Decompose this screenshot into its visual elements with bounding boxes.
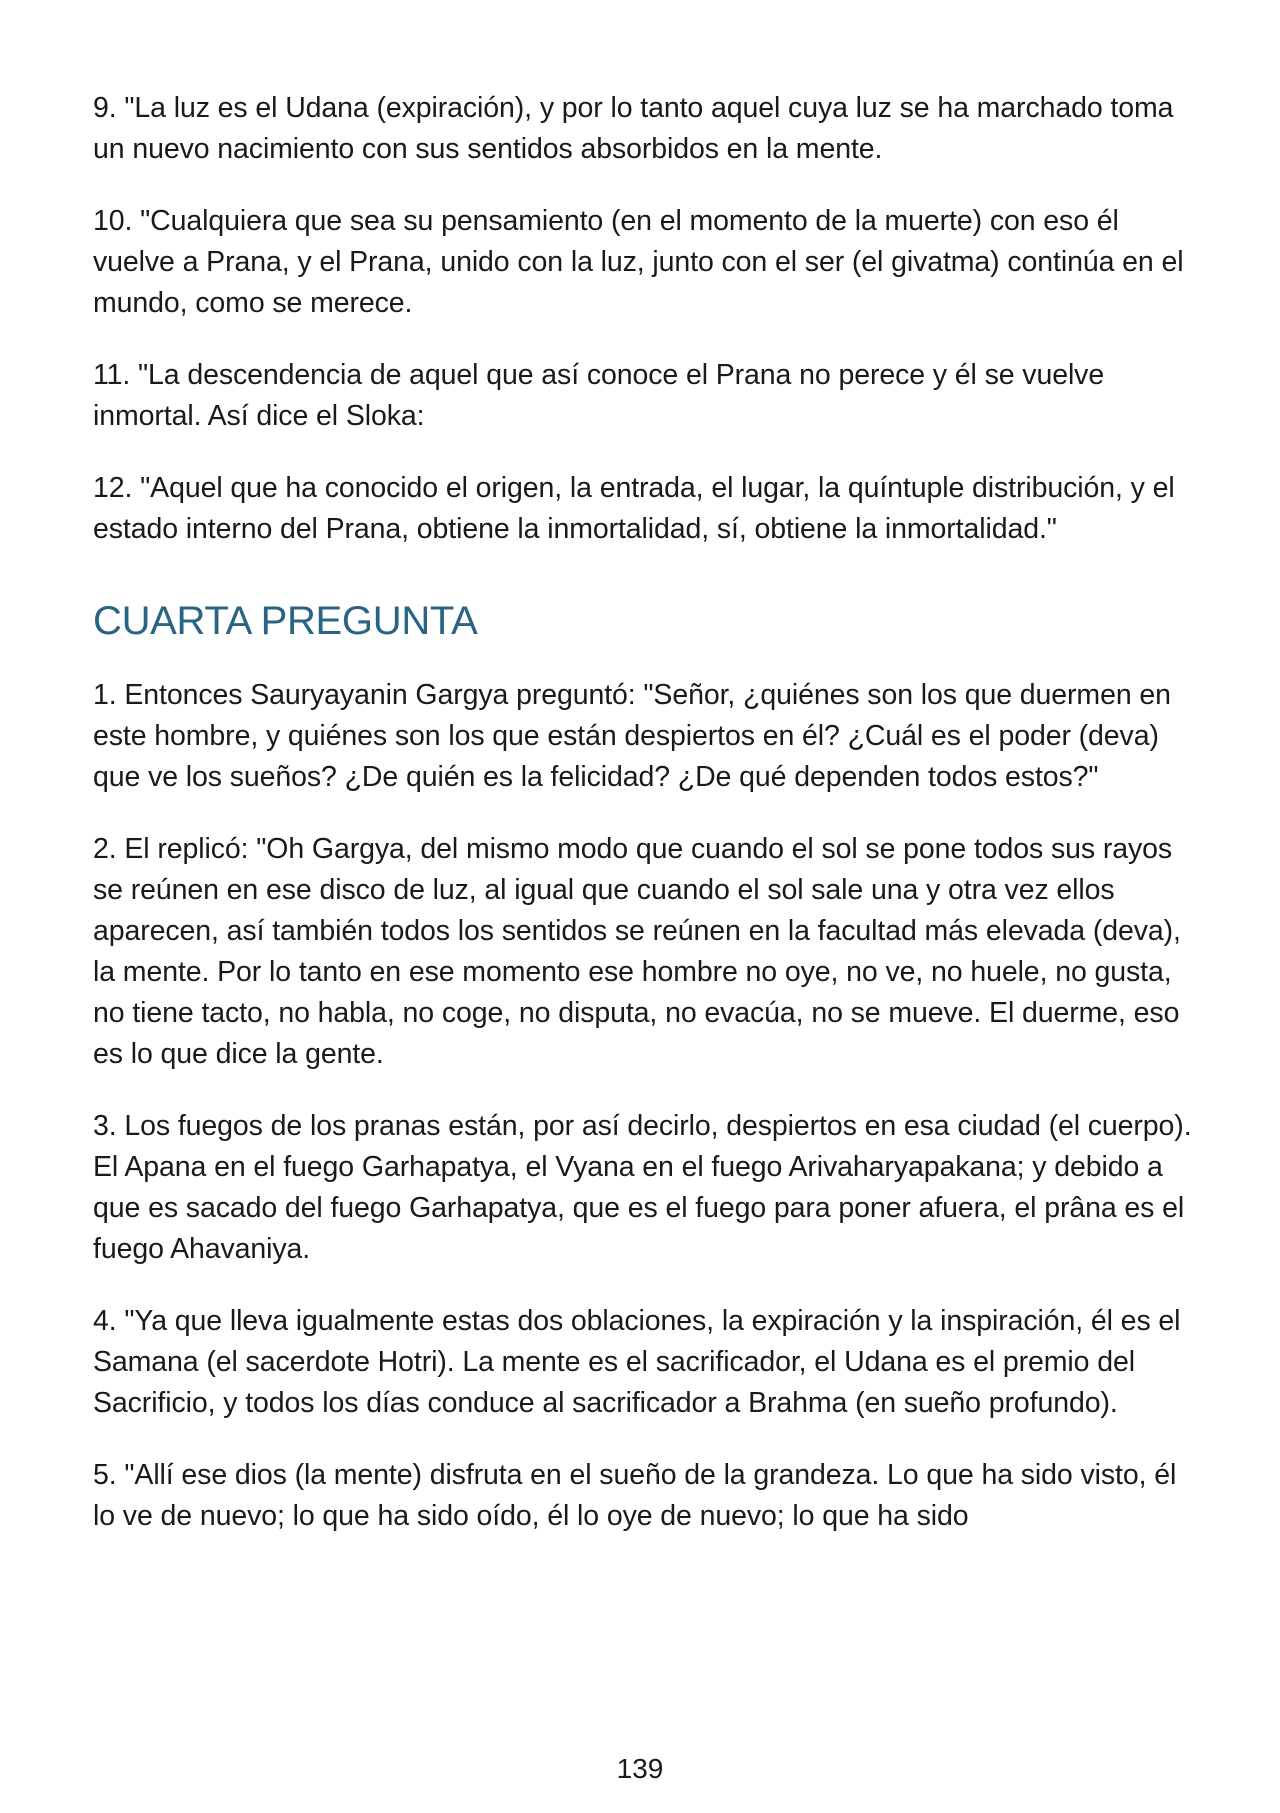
paragraph-1: 1. Entonces Sauryayanin Gargya preguntó: "Señor, ¿quiénes son los que duermen en este hombre, y quiénes son los que están despiertos en él? ¿Cuál es el poder (deva) que ve los sueños? ¿De quién es la felicidad? ¿De qué dependen todos estos?" bbox=[93, 679, 1171, 793]
paragraph-9: 9. "La luz es el Udana (expiración), y por lo tanto aquel cuya luz se ha marchado toma un nuevo nacimiento con sus sentidos absorbidos en la mente. bbox=[93, 92, 1174, 165]
paragraph-2: 2. El replicó: "Oh Gargya, del mismo modo que cuando el sol se pone todos sus rayos se reúnen en ese disco de luz, al igual que cuando el sol sale una y otra vez ellos aparecen, así también todos los sentidos se reúnen en la facultad más elevada (deva), la mente. Por lo tanto en ese momento ese hombre no oye, no ve, no huele, no gusta, no tiene tacto, no habla, no coge, no disputa, no evacúa, no se mueve. El duerme, eso es lo que dice la gente. bbox=[93, 833, 1181, 1070]
page-content bbox=[93, 88, 1203, 1568]
paragraph-11: 11. "La descendencia de aquel que así conoce el Prana no perece y él se vuelve inmortal. Así dice el Sloka: bbox=[93, 359, 1105, 432]
paragraph-3: 3. Los fuegos de los pranas están, por así decirlo, despiertos en esa ciudad (el cuerpo). El Apana en el fuego Garhapatya, el Vyana en el fuego Arivaharyapakana; y debido a que es sacado del fuego Garhapatya, que es el fuego para poner afuera, el prâna es el fuego Ahavaniya. bbox=[93, 1110, 1192, 1265]
paragraph-12: 12. "Aquel que ha conocido el origen, la entrada, el lugar, la quíntuple distribución, y el estado interno del Prana, obtiene la inmortalidad, sí, obtiene la inmortalidad." bbox=[93, 472, 1175, 545]
paragraph-10: 10. "Cualquiera que sea su pensamiento (en el momento de la muerte) con eso él vuelve a Prana, y el Prana, unido con la luz, junto con el ser (el givatma) continúa en el mundo, como se merece. bbox=[93, 205, 1184, 319]
paragraph-5: 5. "Allí ese dios (la mente) disfruta en el sueño de la grandeza. Lo que ha sido visto, él lo ve de nuevo; lo que ha sido oído, él lo oye de nuevo; lo que ha sido bbox=[93, 1459, 1177, 1532]
page-number: 139 bbox=[616, 1753, 664, 1784]
paragraph-4: 4. "Ya que lleva igualmente estas dos oblaciones, la expiración y la inspiración, él es el Samana (el sacerdote Hotri). La mente es el sacrificador, el Udana es el premio del Sacrificio, y todos los días conduce al sacrificador a Brahma (en sueño profundo). bbox=[93, 1305, 1181, 1419]
section-heading: CUARTA PREGUNTA bbox=[93, 599, 478, 643]
